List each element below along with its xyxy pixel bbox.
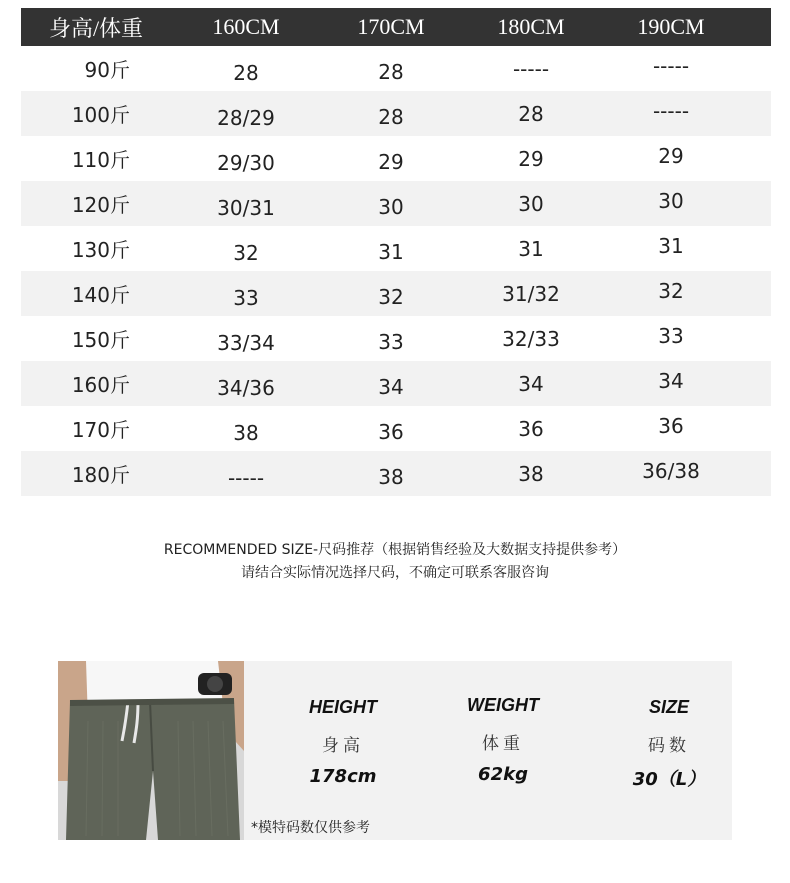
- table-row: [21, 316, 771, 361]
- model-pants-image: [58, 661, 244, 840]
- size-cell: 28: [378, 59, 404, 84]
- weight-cn-label: 体重: [482, 734, 524, 754]
- weight-cell: 90斤: [84, 58, 130, 82]
- size-label: SIZE: [648, 697, 689, 717]
- size-cn-label: 码数: [648, 736, 690, 756]
- size-cell: 32: [658, 278, 684, 303]
- table-row: [21, 271, 771, 316]
- table-header-row: [21, 8, 771, 46]
- size-cell: 28/29: [217, 105, 275, 130]
- weight-cell: 120斤: [71, 193, 130, 217]
- table-row: [21, 91, 771, 136]
- size-cell: 34: [378, 374, 404, 399]
- table-row: [21, 46, 771, 91]
- recommended-size-note: RECOMMENDED SIZE-尺码推荐（根据销售经验及大数据支持提供参考）: [163, 542, 627, 558]
- size-cell: 34: [658, 368, 684, 393]
- table-row: [21, 406, 771, 451]
- header-height-weight: 身高/体重: [48, 15, 144, 41]
- size-cell: 29/30: [217, 150, 275, 175]
- size-cell: 32: [378, 284, 404, 309]
- size-cell: 36: [658, 413, 684, 438]
- weight-cell: 180斤: [71, 463, 130, 487]
- size-cell: 33: [378, 329, 404, 354]
- size-cell: 28: [233, 60, 259, 85]
- size-cell: 28: [518, 101, 544, 126]
- size-cell: 36/38: [642, 458, 700, 483]
- size-cell: 33: [233, 285, 259, 310]
- weight-cell: 170斤: [71, 418, 130, 442]
- size-cell: 28: [378, 104, 404, 129]
- size-value: 30（L）: [632, 769, 706, 790]
- contact-service-note: 请结合实际情况选择尺码，不确定可联系客服咨询: [241, 565, 549, 581]
- size-cell: 30/31: [217, 195, 275, 220]
- header-170cm: 170CM: [357, 14, 425, 39]
- weight-cell: 100斤: [71, 103, 130, 127]
- size-cell: 34: [518, 371, 544, 396]
- size-cell: 30: [658, 188, 684, 213]
- size-cell: 38: [518, 461, 544, 486]
- header-180cm: 180CM: [497, 14, 565, 39]
- size-cell: 38: [378, 464, 404, 489]
- size-cell: -----: [652, 53, 690, 78]
- header-160cm: 160CM: [212, 14, 280, 39]
- table-row: [21, 136, 771, 181]
- weight-label: WEIGHT: [467, 695, 539, 715]
- header-190cm: 190CM: [637, 14, 705, 39]
- height-label: HEIGHT: [308, 697, 377, 717]
- size-cell: 33: [658, 323, 684, 348]
- weight-cell: 130斤: [71, 238, 130, 262]
- table-row: [21, 226, 771, 271]
- size-cell: 38: [233, 420, 259, 445]
- size-cell: 36: [378, 419, 404, 444]
- weight-cell: 140斤: [71, 283, 130, 307]
- model-info-panel: [58, 661, 732, 840]
- size-cell: -----: [227, 465, 265, 490]
- size-cell: 31/32: [502, 281, 560, 306]
- size-cell: 31: [658, 233, 684, 258]
- weight-cell: 160斤: [71, 373, 130, 397]
- size-cell: 29: [658, 143, 684, 168]
- model-photo: [58, 661, 244, 840]
- size-cell: 32/33: [502, 326, 560, 351]
- size-cell: 30: [378, 194, 404, 219]
- height-cn-label: 身高: [322, 736, 364, 756]
- size-chart-table: [21, 8, 771, 496]
- table-row: [21, 361, 771, 406]
- size-cell: -----: [652, 98, 690, 123]
- table-row: [21, 451, 771, 496]
- table-row: [21, 181, 771, 226]
- height-value: 178cm: [309, 766, 377, 787]
- size-cell: -----: [512, 56, 550, 81]
- model-size-note: *模特码数仅供参考: [251, 820, 370, 836]
- size-cell: 31: [518, 236, 544, 261]
- size-cell: 29: [518, 146, 544, 171]
- weight-cell: 110斤: [71, 148, 130, 172]
- size-cell: 34/36: [217, 375, 275, 400]
- size-cell: 32: [233, 240, 259, 265]
- size-cell: 36: [518, 416, 544, 441]
- size-cell: 33/34: [217, 330, 275, 355]
- size-cell: 29: [378, 149, 404, 174]
- weight-value: 62kg: [478, 764, 528, 785]
- size-cell: 30: [518, 191, 544, 216]
- weight-cell: 150斤: [71, 328, 130, 352]
- size-cell: 31: [378, 239, 404, 264]
